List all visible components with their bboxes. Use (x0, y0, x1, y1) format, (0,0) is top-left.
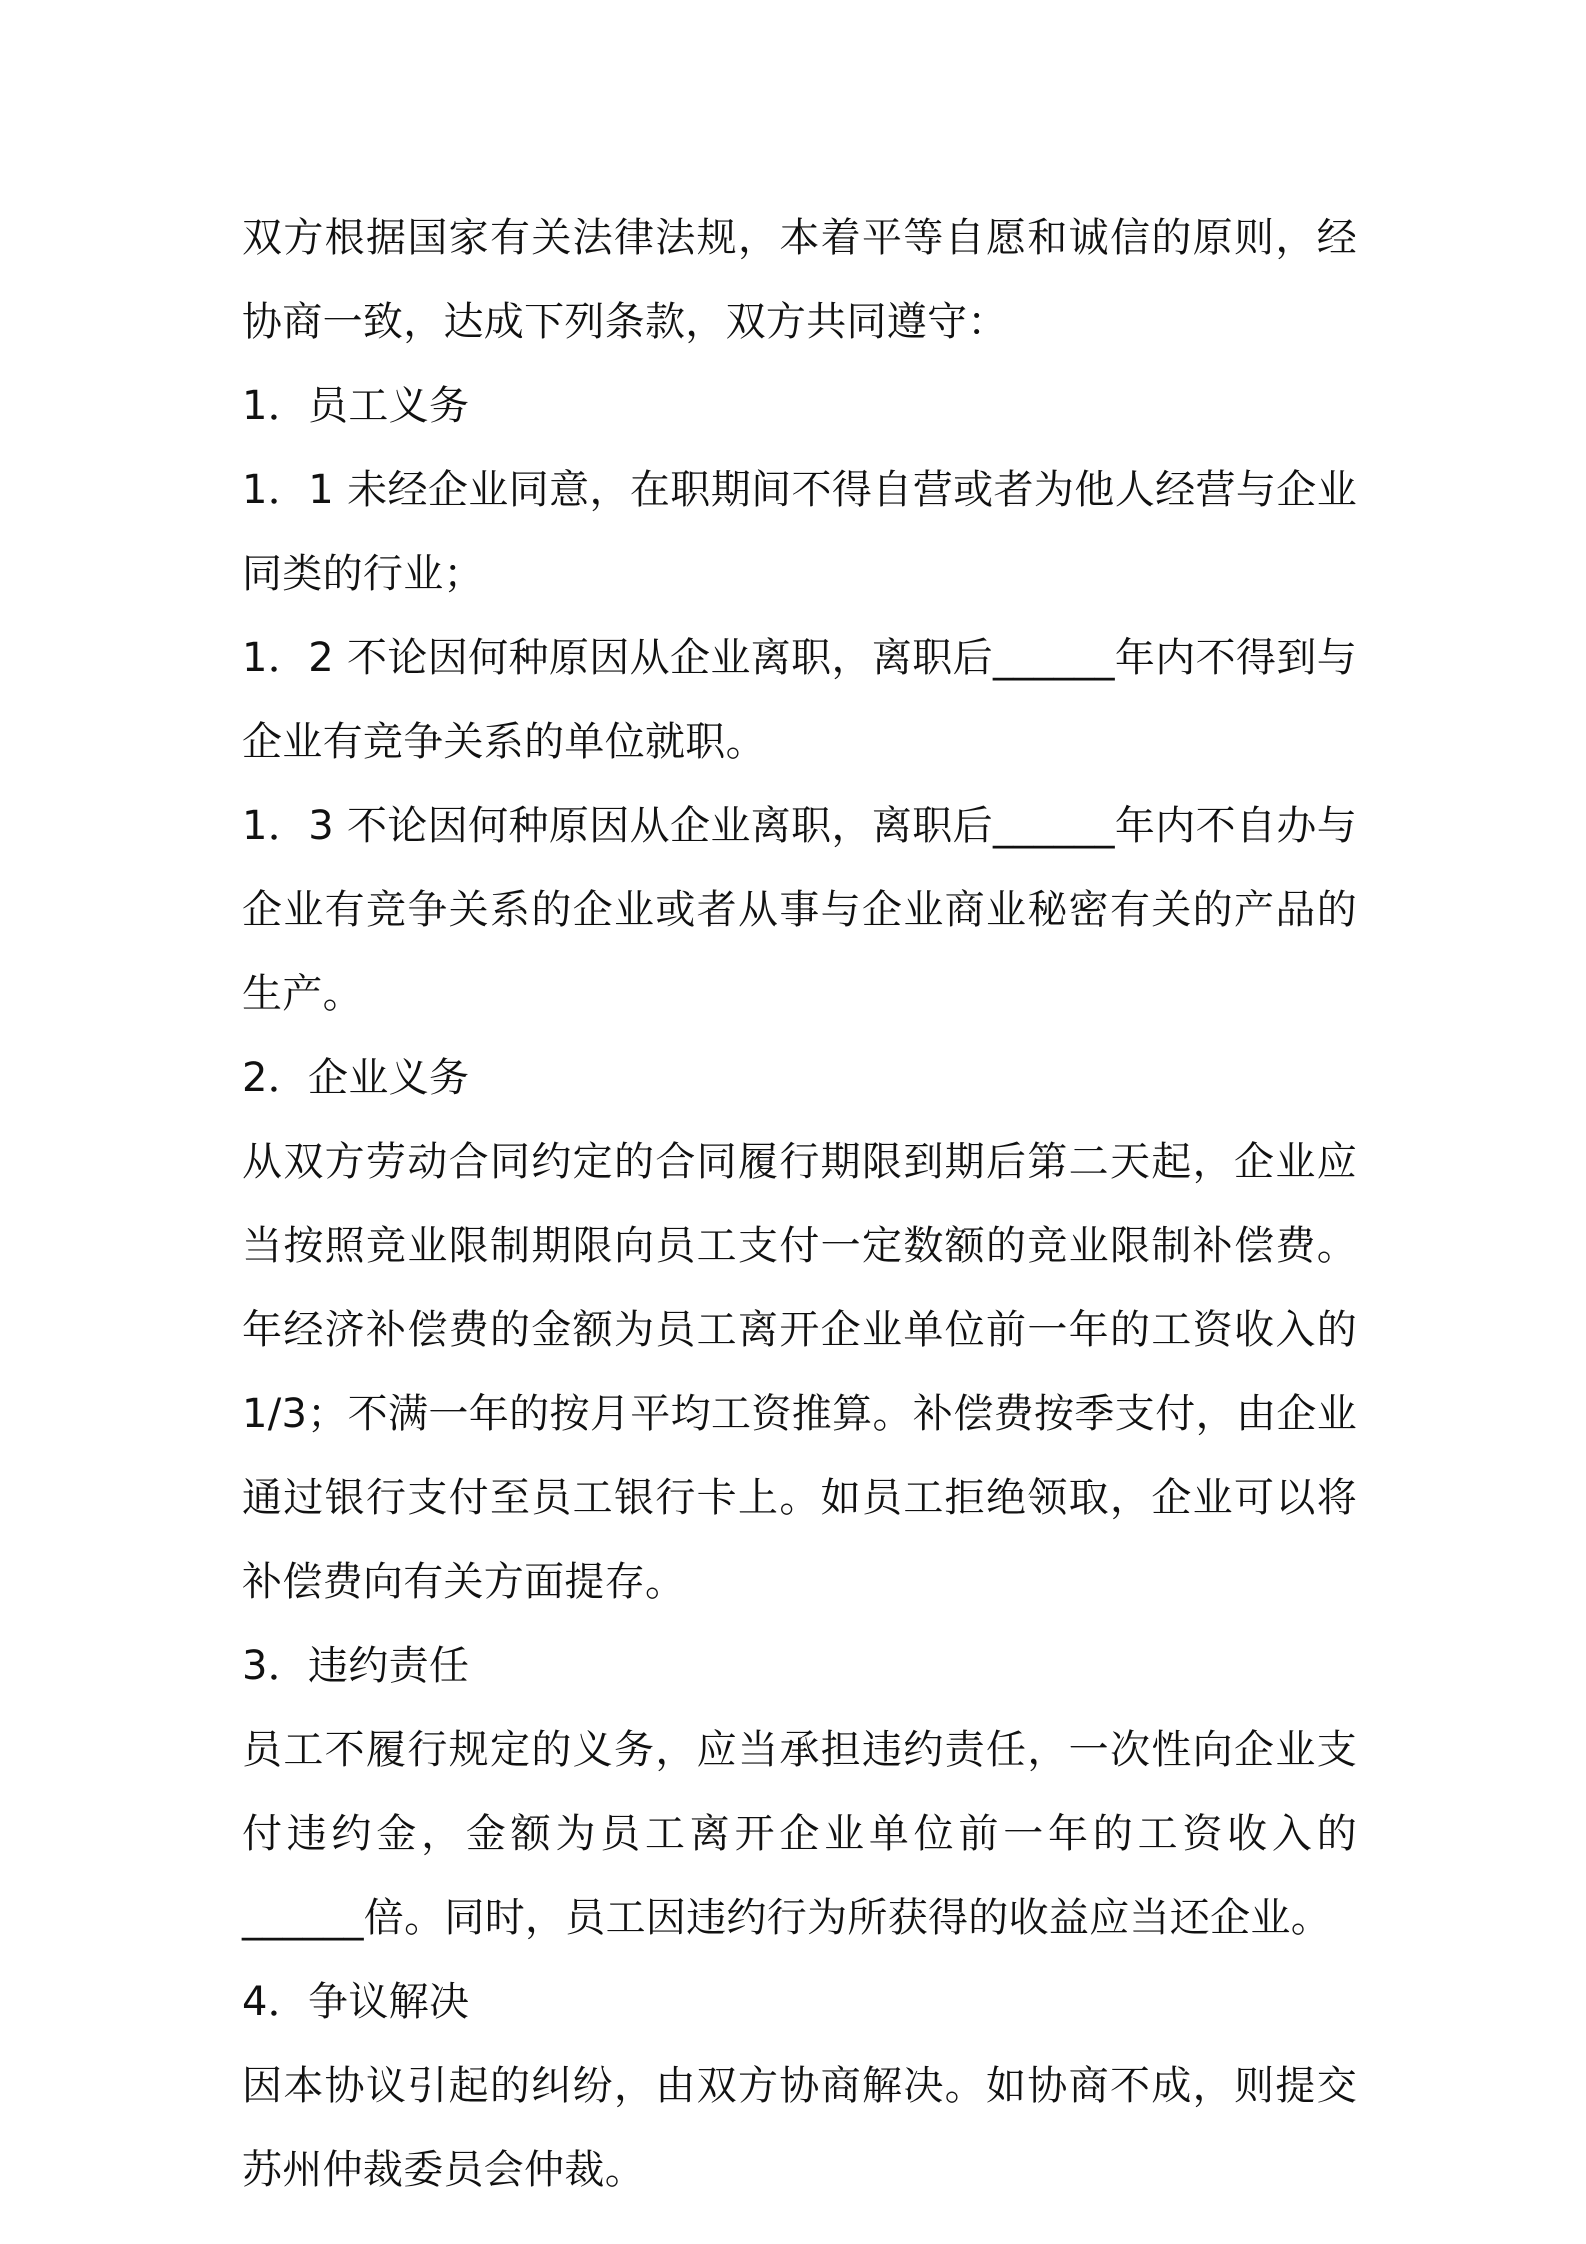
clause-1-2: 1．2 不论因何种原因从企业离职，离职后______年内不得到与企业有竞争关系的单位就职。 (242, 635, 1357, 765)
section-heading-breach-liability: 3．违约责任 (242, 1643, 470, 1689)
section-heading-employee-obligations: 1．员工义务 (242, 383, 470, 429)
clause-1-3: 1．3 不论因何种原因从企业离职，离职后______年内不自办与企业有竞争关系的企业或者从事与企业商业秘密有关的产品的生产。 (242, 803, 1357, 1017)
section-heading-company-obligations: 2．企业义务 (242, 1055, 470, 1101)
company-obligations-paragraph: 从双方劳动合同约定的合同履行期限到期后第二天起，企业应当按照竞业限制期限向员工支付一定数额的竞业限制补偿费。年经济补偿费的金额为员工离开企业单位前一年的工资收入的 1/3；不满一年的按月平均工资推算。补偿费按季支付，由企业通过银行支付至员工银行卡上。如员工拒绝领取，企业可以将补偿费向有关方面提存。 (242, 1139, 1357, 1605)
document-body (242, 196, 1357, 2212)
preamble-paragraph: 双方根据国家有关法律法规，本着平等自愿和诚信的原则，经协商一致，达成下列条款，双方共同遵守： (242, 215, 1357, 345)
dispute-resolution-paragraph: 因本协议引起的纠纷，由双方协商解决。如协商不成，则提交苏州仲裁委员会仲裁。 (242, 2063, 1357, 2193)
breach-liability-paragraph: 员工不履行规定的义务，应当承担违约责任，一次性向企业支付违约金，金额为员工离开企业单位前一年的工资收入的______倍。同时，员工因违约行为所获得的收益应当还企业。 (242, 1727, 1357, 1941)
section-heading-dispute-resolution: 4．争议解决 (242, 1979, 470, 2025)
clause-1-1: 1．1 未经企业同意，在职期间不得自营或者为他人经营与企业同类的行业； (242, 467, 1357, 597)
